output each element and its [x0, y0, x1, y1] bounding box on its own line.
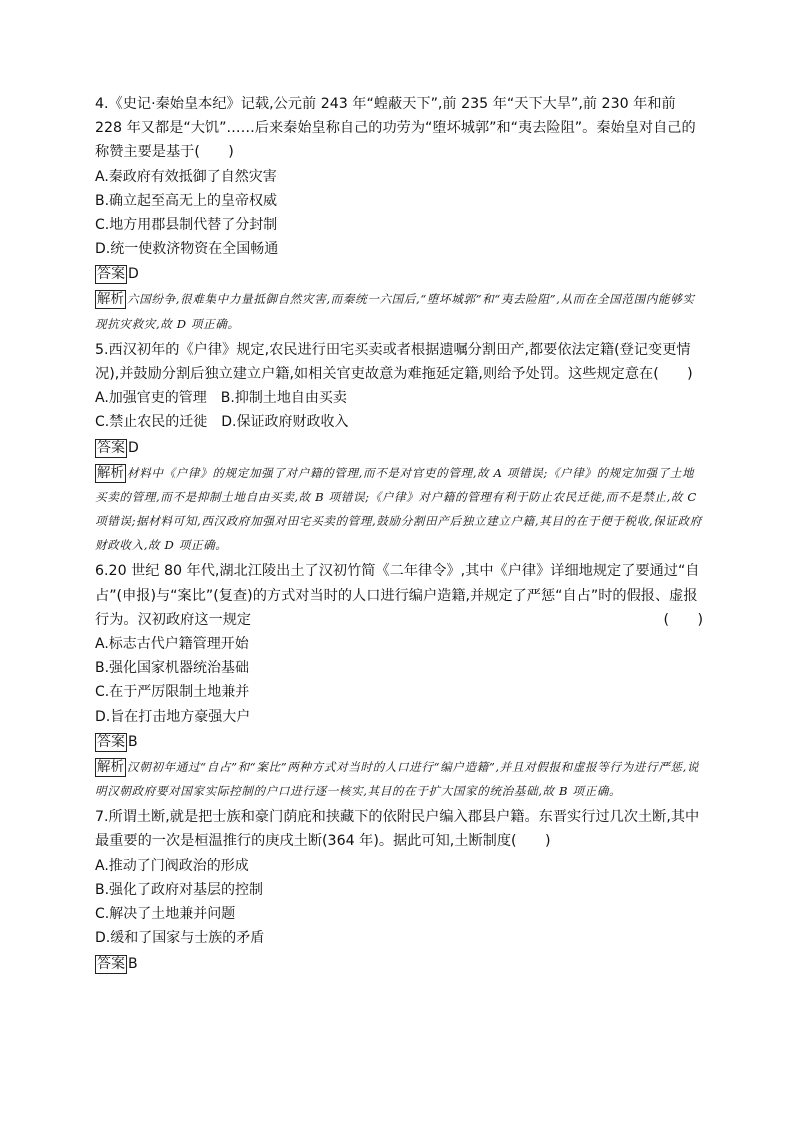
explanation: [95, 461, 705, 558]
options-cd: C.禁止农民的迁徙 D.保证政府财政收入: [95, 414, 349, 431]
option-c: C.解决了土地兼并问题: [95, 906, 236, 923]
explanation-tag: 解析: [97, 758, 124, 775]
explanation-text: 材料中《户律》的规定加强了对户籍的管理,而不是对官吏的管理,故 A 项错误;《户律》的规定加强了土地买卖的管理,而不是抑制土地自由买卖,故 B 项错误;《户律》对户籍的管理有利于防止农民迁徙,而不是禁止,故 C 项错误;据材料可知,西汉政府加强对田宅买卖的管理,鼓励分割田产后独立建立户籍,其目的在于便于税收,保证政府财政收入,故 D 项正确。: [95, 465, 702, 553]
question-7: [95, 805, 705, 975]
option-a: A.秦政府有效抵御了自然灾害: [95, 168, 277, 185]
question-stem: [95, 559, 705, 632]
question-stem: 7.所谓土断,就是把士族和豪门荫庇和挟藏下的依附民户编入郡县户籍。东晋实行过几次土断,其中最重要的一次是桓温推行的庚戌土断(364 年)。据此可知,土断制度( ): [95, 809, 700, 850]
option-d: D.缓和了国家与士族的矛盾: [95, 930, 265, 947]
explanation-text: 六国纷争,很难集中力量抵御自然灾害,而秦统一六国后,“堕坏城郭”和“夷去险阻”,从而在全国范围内能够实现抗灾救灾,故 D 项正确。: [95, 292, 695, 331]
answer-paren: ( ): [663, 611, 703, 628]
answer-value: B: [128, 955, 138, 972]
question-6: [95, 559, 705, 803]
option-d: D.统一使救济物资在全国畅通: [95, 241, 279, 258]
answer-value: D: [128, 439, 139, 456]
option-a: A.推动了门阀政治的形成: [95, 857, 249, 874]
answer-line: [95, 263, 705, 286]
answer-line: [95, 953, 705, 976]
option-b: B.确立起至高无上的皇帝权威: [95, 192, 278, 209]
option-b: B.强化国家机器统治基础: [95, 660, 250, 677]
explanation: [95, 755, 705, 803]
question-4: [95, 92, 705, 336]
answer-tag: 答案: [97, 733, 125, 750]
option-d: D.旨在打击地方豪强大户: [95, 708, 251, 725]
answer-tag: 答案: [97, 439, 125, 456]
explanation: [95, 287, 705, 335]
option-c: C.地方用郡县制代替了分封制: [95, 217, 278, 234]
option-b: B.强化了政府对基层的控制: [95, 881, 264, 898]
options-ab: A.加强官吏的管理 B.抑制土地自由买卖: [95, 390, 347, 407]
question-stem: 4.《史记·秦始皇本纪》记载,公元前 243 年“蝗蔽天下”,前 235 年“天下大旱”,前 230 年和前 228 年又都是“大饥”……后来秦始皇称自己的功劳为“堕坏城郭”和“夷去险阻”。秦始皇对自己的称赞主要是基于( ): [95, 96, 696, 161]
answer-line: [95, 731, 705, 754]
option-a: A.标志古代户籍管理开始: [95, 636, 249, 653]
answer-tag: 答案: [97, 955, 125, 972]
answer-tag: 答案: [97, 266, 125, 283]
answer-value: B: [128, 733, 138, 750]
question-stem: 5.西汉初年的《户律》规定,农民进行田宅买卖或者根据遗嘱分割田产,都要依法定籍(登记变更情况),并鼓励分割后独立建立户籍,如相关官吏故意为难拖延定籍,则给予处罚。这些规定意在( ): [95, 341, 693, 383]
explanation-text: 汉朝初年通过“自占”和“案比”两种方式对当时的人口进行“编户造籍”,并且对假报和虚报等行为进行严惩,说明汉朝政府要对国家实际控制的户口进行逐一核实,其目的在于扩大国家的统治基础,故 B 项正确。: [95, 759, 700, 799]
question-5: [95, 338, 705, 558]
explanation-tag: 解析: [97, 291, 124, 308]
question-stem-text: 6.20 世纪 80 年代,湖北江陵出土了汉初竹简《二年律令》,其中《户律》详细地规定了要通过“自占”(申报)与“案比”(复查)的方式对当时的人口进行编户造籍,并规定了严惩“自占”时的假报、虚报行为。汉初政府这一规定: [95, 563, 700, 628]
answer-value: D: [128, 266, 139, 283]
option-c: C.在于严厉限制土地兼并: [95, 684, 250, 701]
answer-line: [95, 437, 705, 460]
document-page: [95, 92, 705, 976]
explanation-tag: 解析: [97, 464, 124, 481]
